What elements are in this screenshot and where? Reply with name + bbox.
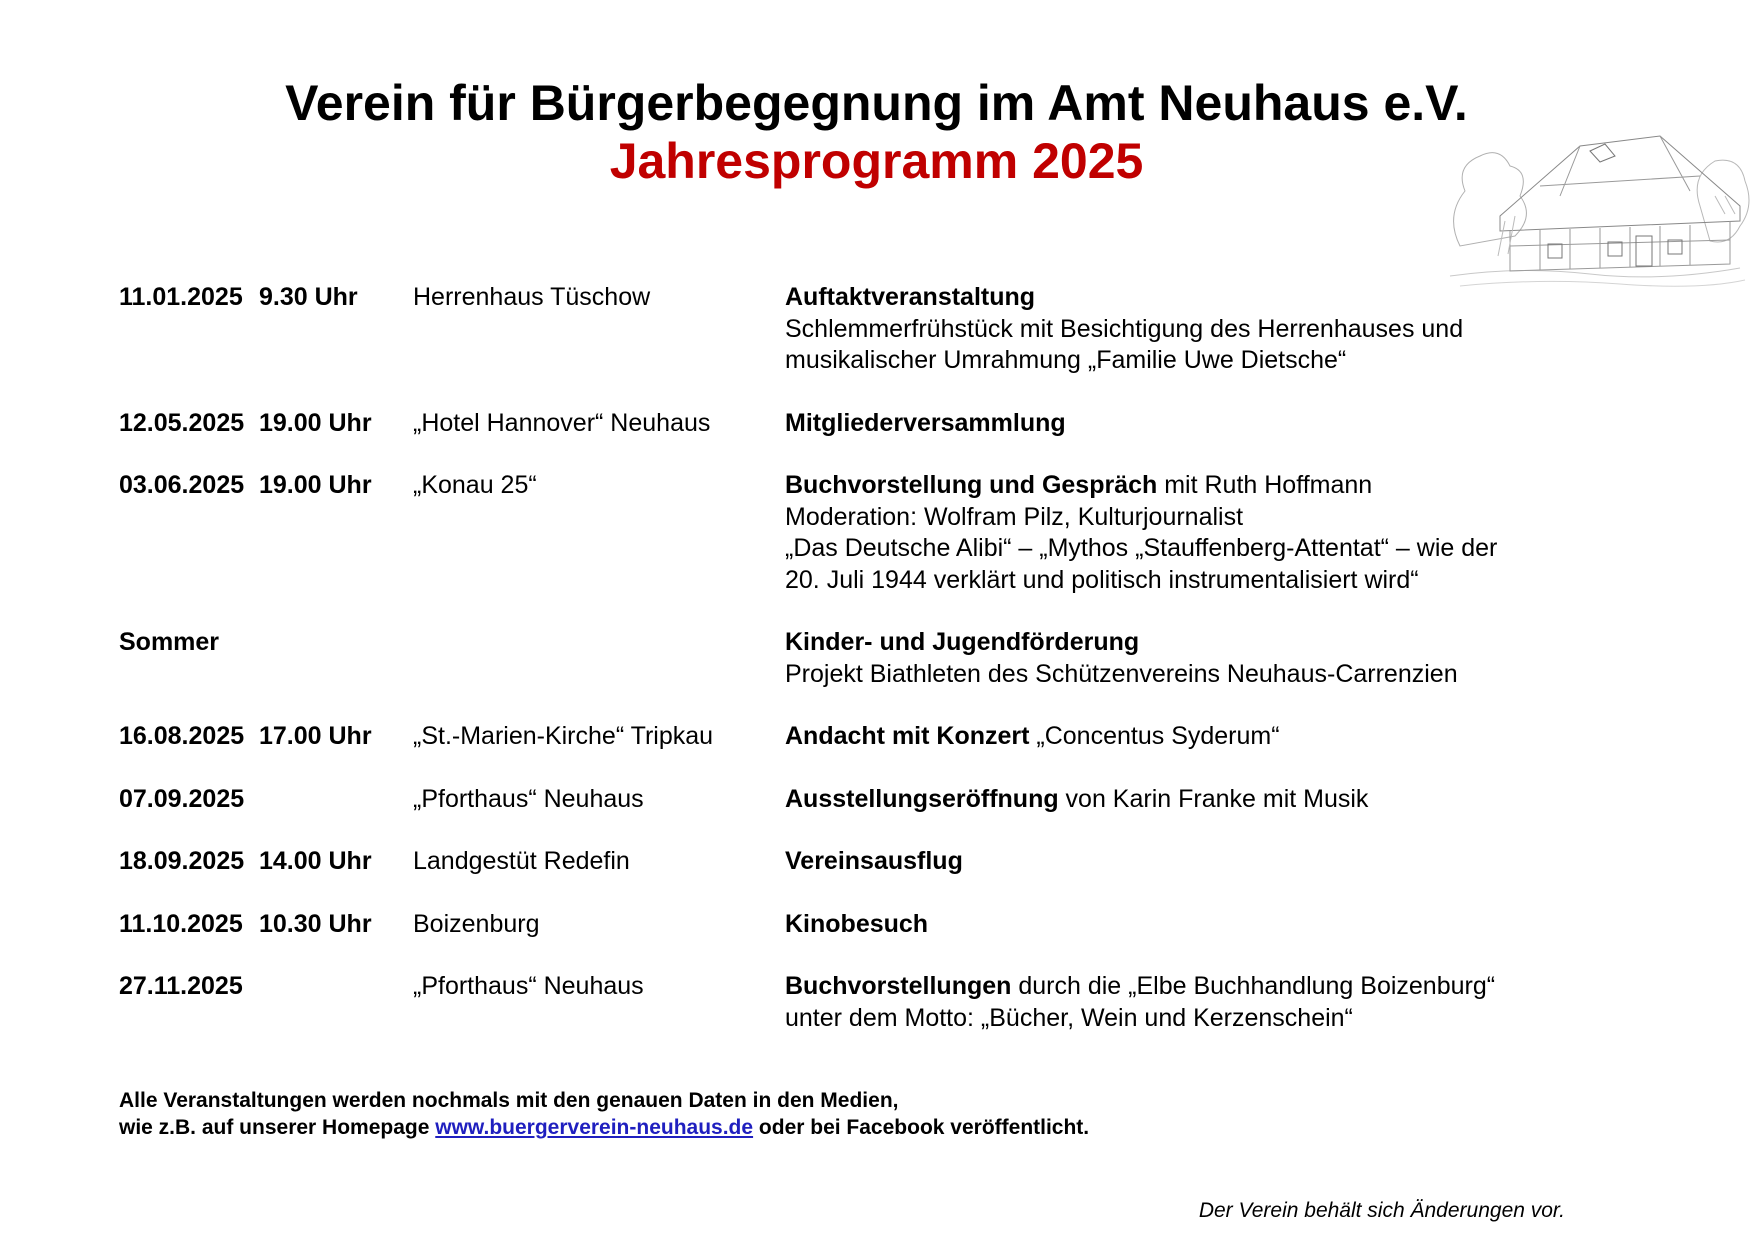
event-description xyxy=(785,846,1599,878)
event-title: Andacht mit Konzert xyxy=(785,722,1030,750)
disclaimer: Der Verein behält sich Änderungen vor. xyxy=(1198,1199,1565,1222)
event-row xyxy=(119,470,1599,596)
event-detail-line: „Das Deutsche Alibi“ – „Mythos „Stauffenberg-Attentat“ – wie der xyxy=(785,534,1498,562)
event-detail-line: Schlemmerfrühstück mit Besichtigung des Herrenhauses und xyxy=(785,314,1464,343)
event-location: Herrenhaus Tüschow xyxy=(413,283,651,311)
event-title-suffix: durch die „Elbe Buchhandlung Boizenburg“ xyxy=(1011,972,1496,1000)
event-title-line xyxy=(785,846,1599,878)
event-time: 9.30 Uhr xyxy=(259,283,358,311)
event-date: 11.01.2025 xyxy=(119,283,243,311)
event-time: 10.30 Uhr xyxy=(259,909,372,938)
event-row xyxy=(119,971,1599,1034)
event-location xyxy=(413,627,785,690)
event-time: 14.00 Uhr xyxy=(259,847,372,875)
event-location: Boizenburg xyxy=(413,909,540,938)
event-date: 16.08.2025 xyxy=(119,722,245,750)
event-title-suffix: „Concentus Syderum“ xyxy=(1029,722,1280,750)
event-location: „Pforthaus“ Neuhaus xyxy=(413,784,644,813)
event-detail-line: Moderation: Wolfram Pilz, Kulturjournalist xyxy=(785,502,1244,531)
event-title-line xyxy=(785,282,1599,314)
event-row xyxy=(119,846,1599,878)
event-title: Auftaktveranstaltung xyxy=(785,283,1036,311)
event-date: Sommer xyxy=(119,628,220,656)
event-title-line xyxy=(785,408,1599,440)
event-time: 19.00 Uhr xyxy=(259,408,372,437)
event-description xyxy=(785,470,1599,596)
event-time xyxy=(259,784,413,816)
footer-line-1: Alle Veranstaltungen werden nochmals mit den genauen Daten in den Medien, xyxy=(119,1089,899,1112)
event-row xyxy=(119,784,1599,816)
event-title: Ausstellungseröffnung xyxy=(785,784,1059,813)
event-location: „Hotel Hannover“ Neuhaus xyxy=(413,408,711,437)
event-title-line xyxy=(785,971,1599,1003)
event-date: 12.05.2025 xyxy=(119,408,245,437)
event-title-line xyxy=(785,470,1599,502)
event-description xyxy=(785,408,1599,440)
event-date: 07.09.2025 xyxy=(119,784,245,813)
event-detail-line: Projekt Biathleten des Schützenvereins Neuhaus-Carrenzien xyxy=(785,659,1458,688)
event-row xyxy=(119,721,1599,753)
event-row xyxy=(119,408,1599,440)
footer-line-2 xyxy=(119,1114,1089,1141)
event-description xyxy=(785,971,1599,1034)
event-title: Buchvorstellung und Gespräch xyxy=(785,471,1158,499)
event-location: „Konau 25“ xyxy=(413,471,537,499)
event-date: 11.10.2025 xyxy=(119,909,243,938)
event-description xyxy=(785,784,1599,816)
page-title: Verein für Bürgerbegegnung im Amt Neuhaus e.V. xyxy=(285,75,1468,131)
homepage-link[interactable]: www.buergerverein-neuhaus.de xyxy=(435,1116,754,1139)
event-date: 18.09.2025 xyxy=(119,847,245,875)
event-description xyxy=(785,909,1599,941)
event-time: 19.00 Uhr xyxy=(259,471,372,499)
event-detail-line: musikalischer Umrahmung „Familie Uwe Dietsche“ xyxy=(785,346,1347,374)
event-title: Mitgliederversammlung xyxy=(785,408,1066,437)
event-title: Buchvorstellungen xyxy=(785,972,1012,1000)
footer-note xyxy=(119,1087,1089,1141)
event-date: 03.06.2025 xyxy=(119,471,245,499)
event-date: 27.11.2025 xyxy=(119,972,243,1000)
event-title-line xyxy=(785,627,1599,659)
event-detail-line: unter dem Motto: „Bücher, Wein und Kerzenschein“ xyxy=(785,1003,1353,1032)
event-time xyxy=(259,971,413,1034)
event-description xyxy=(785,627,1599,690)
event-detail-line: 20. Juli 1944 verklärt und politisch instrumentalisiert wird“ xyxy=(785,565,1419,594)
event-row xyxy=(119,627,1599,690)
event-time xyxy=(259,627,413,690)
footer-line-2-suffix: oder bei Facebook veröffentlicht. xyxy=(753,1116,1090,1139)
event-title: Kinder- und Jugendförderung xyxy=(785,628,1140,656)
event-location: „St.-Marien-Kirche“ Tripkau xyxy=(413,722,714,750)
half-timbered-house-sketch xyxy=(1440,96,1753,301)
event-row xyxy=(119,909,1599,941)
event-title: Vereinsausflug xyxy=(785,847,963,875)
event-title-suffix: von Karin Franke mit Musik xyxy=(1058,784,1369,813)
event-title-line xyxy=(785,721,1599,753)
event-title-line xyxy=(785,784,1599,816)
page-subtitle: Jahresprogramm 2025 xyxy=(609,133,1144,189)
event-row xyxy=(119,282,1599,377)
event-title: Kinobesuch xyxy=(785,909,929,938)
event-description xyxy=(785,721,1599,753)
event-location: Landgestüt Redefin xyxy=(413,847,630,875)
event-title-suffix: mit Ruth Hoffmann xyxy=(1157,471,1373,499)
event-location: „Pforthaus“ Neuhaus xyxy=(413,972,644,1000)
event-title-line xyxy=(785,909,1599,941)
footer-line-2-prefix: wie z.B. auf unserer Homepage xyxy=(119,1116,436,1139)
event-time: 17.00 Uhr xyxy=(259,722,372,750)
event-list xyxy=(119,282,1599,1065)
event-description xyxy=(785,282,1599,377)
